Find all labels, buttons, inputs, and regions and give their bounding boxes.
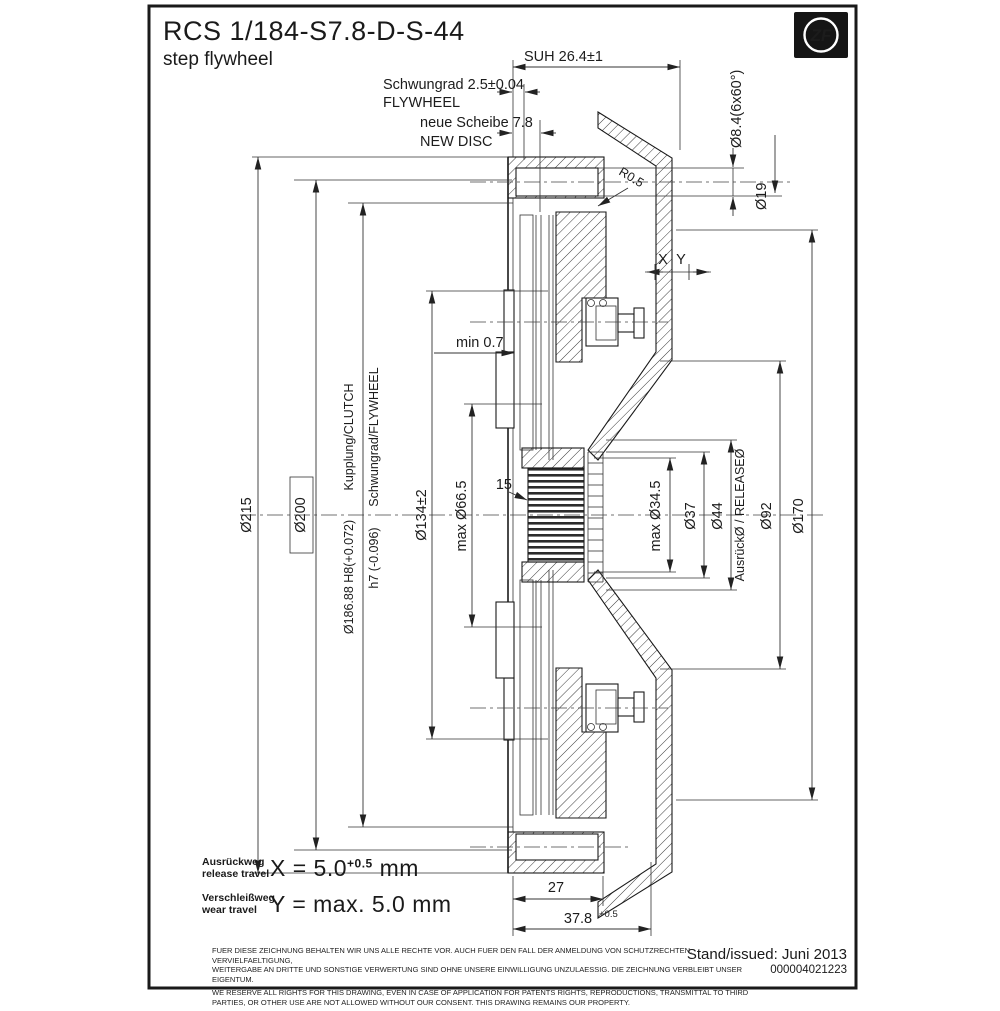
dim-r05: R0.5 <box>616 164 647 191</box>
wear-travel-value: Y = max. 5.0 mm <box>270 891 452 917</box>
dim-bolt-holes: Ø8.4(6x60°) <box>729 69 745 148</box>
drawing-number: RCS 1/184-S7.8-D-S-44 <box>163 16 465 46</box>
dim-flywheel-en: FLYWHEEL <box>383 95 461 111</box>
release-travel-en: release travel <box>202 867 270 880</box>
legal-german: FUER DIESE ZEICHNUNG BEHALTEN WIR UNS ALLE RECHTE VOR. AUCH FUER DEN FALL DER ANMELDUNG VON SCHUTZRECHTEN. VERVIELFAELTIGUNG, WEITERGABE AN DRITTE UND SONSTIGE VERWERTUNG SIND OHNE UNSERE EINWILLIGUNG UNZULAESSIG. DIE ZEICHNUNG VERBLEIBT UNSER EIGENTUM. <box>212 946 743 984</box>
retainer-block <box>496 352 514 428</box>
retainer-block <box>504 678 514 740</box>
dim-d134: Ø134±2 <box>414 489 430 541</box>
dim-schwungrad-fit: Schwungrad/FLYWHEEL <box>367 367 381 507</box>
dim-d34: max Ø34.5 <box>648 480 664 552</box>
dim-disc-de: neue Scheibe 7.8 <box>420 115 533 131</box>
document-number: 000004021223 <box>770 964 847 976</box>
issue-block <box>620 946 847 976</box>
dim-d92: Ø92 <box>759 502 775 530</box>
wear-travel-en: wear travel <box>202 903 257 916</box>
dim-disc-en: NEW DISC <box>420 134 493 150</box>
travel-spec-block <box>202 855 452 927</box>
disc-lining-lower <box>520 580 533 815</box>
dim-release: AusrückØ / RELEASEØ <box>733 448 747 582</box>
spring-retainer <box>588 452 603 582</box>
retainer-block <box>504 290 514 352</box>
retainer-block <box>496 602 514 678</box>
hub-flange-lower <box>522 562 584 582</box>
legal-english: WE RESERVE ALL RIGHTS FOR THIS DRAWING, EVEN IN CASE OF APPLICATION FOR PATENTS RIGHTS, REPRODUCTIONS, TRANSMITTAL TO THIRD PARTIES, OR OTHER USE ARE NOT ALLOWED WITHOUT OUR CONSENT. THIS DRAWING REMAINS OUR PROPERTY. <box>212 988 749 1007</box>
dim-flywheel-de: Schwungrad 2.5±0.04 <box>383 77 524 93</box>
x-tolerance: +0.5 <box>347 856 373 871</box>
release-travel-row <box>202 855 452 882</box>
dim-d66: max Ø66.5 <box>454 480 470 552</box>
dim-h7: h7 (-0.096) <box>367 527 381 589</box>
zf-logo-icon <box>794 12 848 58</box>
release-travel-label <box>202 857 270 880</box>
dim-suh: SUH 26.4±1 <box>524 49 603 65</box>
x-formula: X = 5.0 <box>270 855 348 881</box>
dim-y: Y <box>676 252 686 268</box>
x-unit: mm <box>379 855 419 881</box>
issue-date: Stand/issued: Juni 2013 <box>686 946 847 963</box>
release-travel-de: Ausrückweg <box>202 856 265 868</box>
dim-378: 37.8 <box>563 911 593 927</box>
drawing-subtitle: step flywheel <box>163 49 273 70</box>
wear-travel-row <box>202 891 452 918</box>
wear-travel-label <box>202 892 275 916</box>
dim-d170: Ø170 <box>791 498 807 534</box>
wear-travel-de: Verschleißweg <box>202 892 275 904</box>
release-travel-value <box>270 855 419 882</box>
title-block <box>163 16 465 71</box>
sheet-border <box>149 6 856 988</box>
dim-d44: Ø44 <box>710 502 726 530</box>
dim-15: 15 <box>495 477 512 493</box>
dim-378-tol: +0.5 <box>599 909 618 920</box>
dim-d19: Ø19 <box>754 182 770 210</box>
dim-kupplung: Kupplung/CLUTCH <box>342 383 356 491</box>
hub-flange-upper <box>522 448 584 468</box>
dim-x: X <box>658 252 668 268</box>
dim-min07: min 0.7 <box>456 335 504 351</box>
disc-lining-upper <box>520 215 533 450</box>
dim-d200: Ø200 <box>293 497 309 533</box>
dim-d37: Ø37 <box>683 502 699 530</box>
dim-d215: Ø215 <box>239 497 255 533</box>
zf-logo-text: ZF <box>810 26 832 45</box>
dim-d186: Ø186.88 H8(+0.072) <box>342 519 356 635</box>
dim-27: 27 <box>547 880 565 896</box>
